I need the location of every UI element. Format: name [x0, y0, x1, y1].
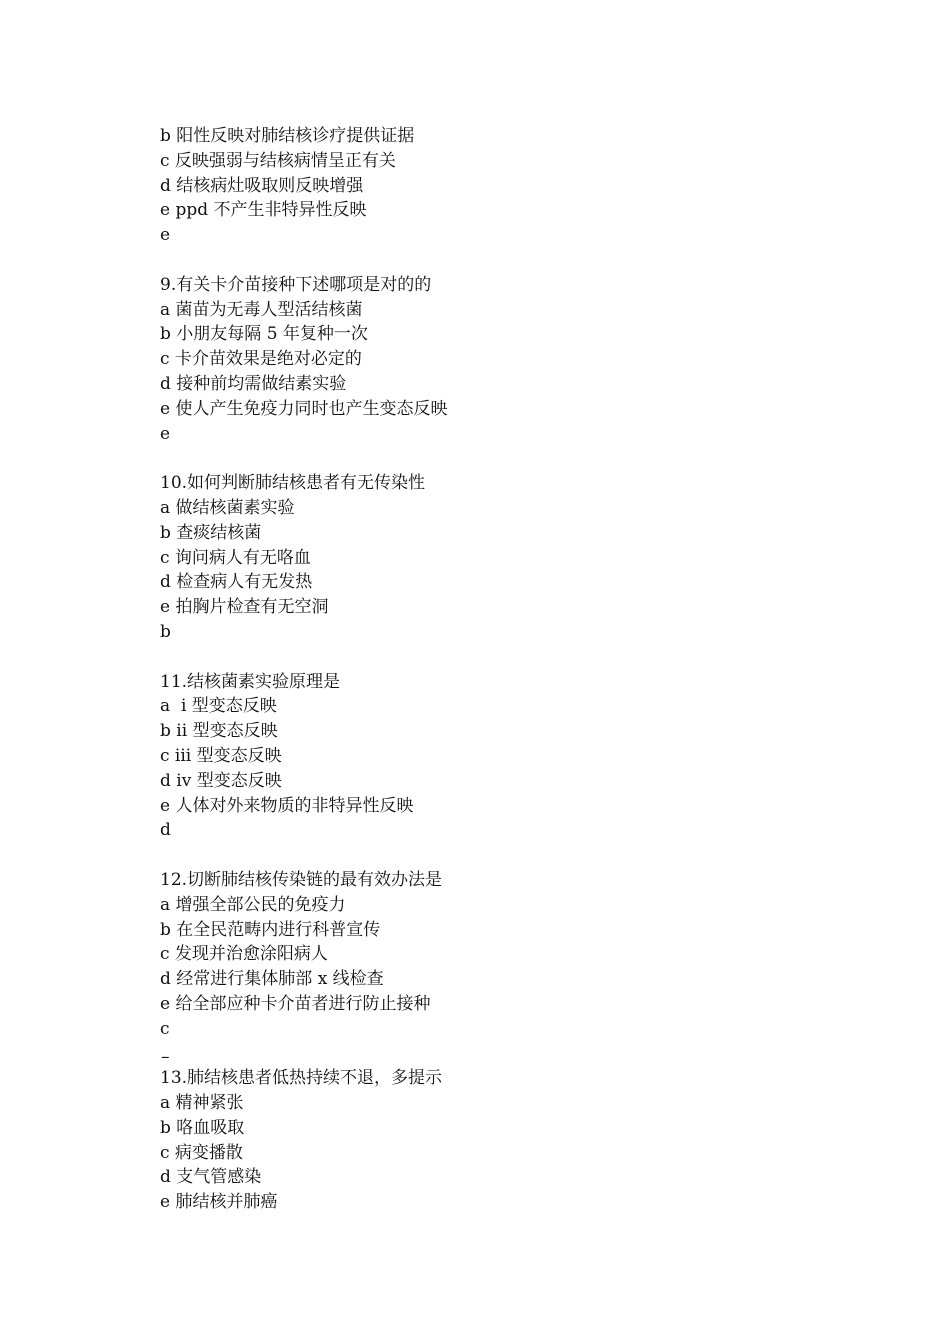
q12-answer: c — [160, 1018, 170, 1039]
spacer — [160, 446, 900, 471]
spacer — [160, 248, 900, 273]
q9-option-b: b 小朋友每隔 5 年复种一次 — [160, 324, 368, 345]
q11-option-c: c iii 型变态反映 — [160, 745, 282, 766]
q11-option-b: b ii 型变态反映 — [160, 721, 278, 742]
q8-option-d: d 结核病灶吸取则反映增强 — [160, 175, 364, 196]
q13-option-c: c 病变播散 — [160, 1142, 243, 1163]
q9-option-a: a 菌苗为无毒人型活结核菌 — [160, 299, 363, 320]
q13-option-e: e 肺结核并肺癌 — [160, 1192, 278, 1213]
q8-answer: e — [160, 225, 171, 246]
q10-answer: b — [160, 621, 171, 642]
q11-option-a: a i 型变态反映 — [160, 696, 277, 717]
q13-option-d: d 支气管感染 — [160, 1167, 262, 1188]
q10-option-b: b 查痰结核菌 — [160, 522, 262, 543]
spacer — [160, 645, 900, 670]
q11-question: 11.结核菌素实验原理是 — [160, 671, 341, 692]
document-page — [160, 124, 900, 1215]
q11-answer: d — [160, 820, 171, 841]
q12-option-e: e 给全部应种卡介苗者进行防止接种 — [160, 993, 431, 1014]
q12-option-c: c 发现并治愈涂阳病人 — [160, 944, 328, 965]
q9-answer: e — [160, 423, 171, 444]
q13-option-b: b 咯血吸取 — [160, 1117, 245, 1138]
q10-option-c: c 询问病人有无咯血 — [160, 547, 311, 568]
q9-option-e: e 使人产生免疫力同时也产生变态反映 — [160, 398, 448, 419]
q12-option-a: a 增强全部公民的免疫力 — [160, 894, 346, 915]
q8-option-c: c 反映强弱与结核病情呈正有关 — [160, 150, 396, 171]
q12-question: 12.切断肺结核传染链的最有效办法是 — [160, 869, 443, 890]
q8-option-e: e ppd 不产生非特异性反映 — [160, 200, 367, 221]
spacer — [160, 843, 900, 868]
q8-option-b: b 阳性反映对肺结核诊疗提供证据 — [160, 126, 415, 146]
q9-option-c: c 卡介苗效果是绝对必定的 — [160, 349, 362, 370]
q10-option-d: d 检查病人有无发热 — [160, 572, 313, 593]
q10-option-e: e 拍胸片检查有无空洞 — [160, 597, 329, 618]
q12-option-d: d 经常进行集体肺部 x 线检查 — [160, 969, 384, 990]
q10-question: 10.如何判断肺结核患者有无传染性 — [160, 473, 426, 494]
section-separator — [160, 1041, 900, 1066]
q13-option-a: a 精神紧张 — [160, 1093, 244, 1114]
q13-question: 13.肺结核患者低热持续不退，多提示 — [160, 1068, 443, 1089]
q9-question: 9.有关卡介苗接种下述哪项是对的的 — [160, 274, 432, 295]
q11-option-e: e 人体对外来物质的非特异性反映 — [160, 795, 414, 816]
q10-option-a: a 做结核菌素实验 — [160, 497, 295, 518]
q11-option-d: d iv 型变态反映 — [160, 770, 282, 791]
separator-mark: – — [161, 1047, 170, 1068]
q9-option-d: d 接种前均需做结素实验 — [160, 373, 347, 394]
q12-option-b: b 在全民范畴内进行科普宣传 — [160, 919, 381, 940]
